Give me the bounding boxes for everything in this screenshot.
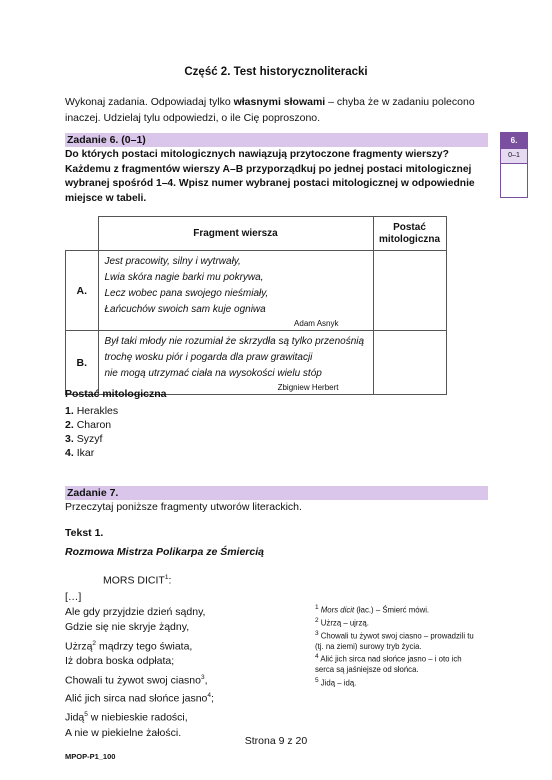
poem-text1 [65, 590, 214, 741]
poem-line: Lwia skóra nagie barki mu pokrywa, [104, 272, 264, 283]
intro-paragraph [65, 94, 485, 126]
page-number: Strona 9 z 20 [244, 735, 308, 747]
poem-line: Ale gdy przyjdzie dzień sądny, [65, 606, 206, 619]
row-a-label: A. [66, 251, 99, 331]
poem-line: Alić jich sirca nad słońce jasno$^4$; [65, 692, 214, 705]
score-box-points: 0–1 [501, 149, 527, 164]
task7-instruction: Przeczytaj poniższe fragmenty utworów literackich. [65, 501, 302, 513]
exam-code: MPOP-P1_100 [65, 752, 116, 761]
text1-label: Tekst 1. [65, 527, 104, 539]
row-a-answer-cell[interactable] [373, 251, 446, 331]
poem-line: Chowali tu żywot swoj ciasno$^3$, [65, 673, 208, 687]
header-fragment: Fragment wiersza [98, 217, 373, 251]
options-title: Postać mitologiczna [65, 388, 167, 400]
poem-line: Lecz wobec pana swojego nieśmiały, [104, 288, 269, 299]
intro-text-1: Wykonaj zadania. Odpowiadaj tylko [65, 96, 234, 108]
list-item: 1. Herakles [65, 405, 119, 417]
poem-line: trochę wosku piór i pogarda dla praw grawitacji [104, 352, 313, 363]
poem-line: Gdzie się nie skryje żądny, [65, 621, 190, 634]
task6-label: Zadanie 6. (0–1) [67, 134, 146, 146]
footnote: $^1$ Mors dicit (łac.) – Śmierć mówi. [315, 604, 430, 615]
page-title: Część 2. Test historycznoliteracki [184, 66, 368, 78]
intro-text-2: – chyba że w zadaniu polecono inaczej. Udzielaj tylu odpowiedzi, o ile Cię poproszono. [65, 96, 475, 124]
row-b-label: B. [66, 331, 99, 395]
poem-line: Użrzą$^2$ mądrzy tego świata, [65, 639, 193, 653]
row-b-fragment [98, 331, 373, 395]
list-item: 4. Ikar [65, 447, 95, 459]
footnote: $^2$ Użrzą – ujrzą. [315, 617, 369, 628]
row-b-author: Zbigniew Herbert [277, 383, 339, 392]
mors-dicit: MORS DICIT$^1$: [103, 574, 172, 587]
score-box [500, 132, 528, 198]
row-a-author: Adam Asnyk [294, 319, 339, 328]
header-postac-line2: mitologiczna [378, 233, 441, 245]
poem-line: Iż dobra boska odpłata; [65, 655, 175, 668]
row-b-answer-cell[interactable] [373, 331, 446, 395]
task7-label: Zadanie 7. [67, 487, 119, 499]
poem-line: A nie w piekielne żałości. [65, 726, 182, 739]
footnotes [315, 603, 475, 689]
footnote: $^4$ Alić jich sirca nad słońce jasno – i oto ich serca są jaśniejsze od słońca. [315, 653, 462, 675]
text1-title: Rozmowa Mistrza Polikarpa ze Śmiercią [65, 546, 264, 558]
poem-line: Jest pracowity, silny i wytrwały, [104, 256, 241, 267]
fragments-table [65, 216, 447, 395]
header-postac-line1: Postać [393, 221, 426, 233]
table-corner [66, 217, 99, 251]
list-item: 2. Charon [65, 419, 112, 431]
footnote: $^5$ Jidą – idą. [315, 676, 357, 688]
options-list [65, 404, 118, 460]
row-a-fragment [98, 251, 373, 331]
score-box-number: 6. [501, 133, 527, 149]
poem-line: Łańcuchów swoich sam kuje ogniwa [104, 304, 266, 315]
task7-header-bar [65, 486, 488, 500]
poem-line: Jidą$^5$ w niebieskie radości, [65, 710, 188, 724]
header-postac [373, 217, 446, 251]
task6-question: Do których postaci mitologicznych nawiązują przytoczone fragmenty wierszy? Każdemu z fragmentów wierszy A–B przyporządkuj po jednej postaci mitologicznej wybranej spośród 1–4. Wpisz numer wybranej postaci mitologicznej w odpowiednie miejsce w tabeli. [65, 149, 475, 204]
list-item: 3. Syzyf [65, 433, 103, 445]
intro-bold: własnymi słowami [233, 96, 326, 108]
poem-line: Był taki młody nie rozumiał że skrzydła są tylko przenośnią [104, 336, 365, 347]
poem-line: nie mogą utrzymać ciała na wysokości wielu stóp [104, 368, 322, 379]
poem-line: […] [65, 591, 82, 603]
footnote: $^3$ Chowali tu żywot swoj ciasno – prowadzili tu (tj. na ziemi) surowy tryb życia. [315, 630, 474, 651]
table-row-b [66, 331, 447, 395]
table-row-a [66, 251, 447, 331]
